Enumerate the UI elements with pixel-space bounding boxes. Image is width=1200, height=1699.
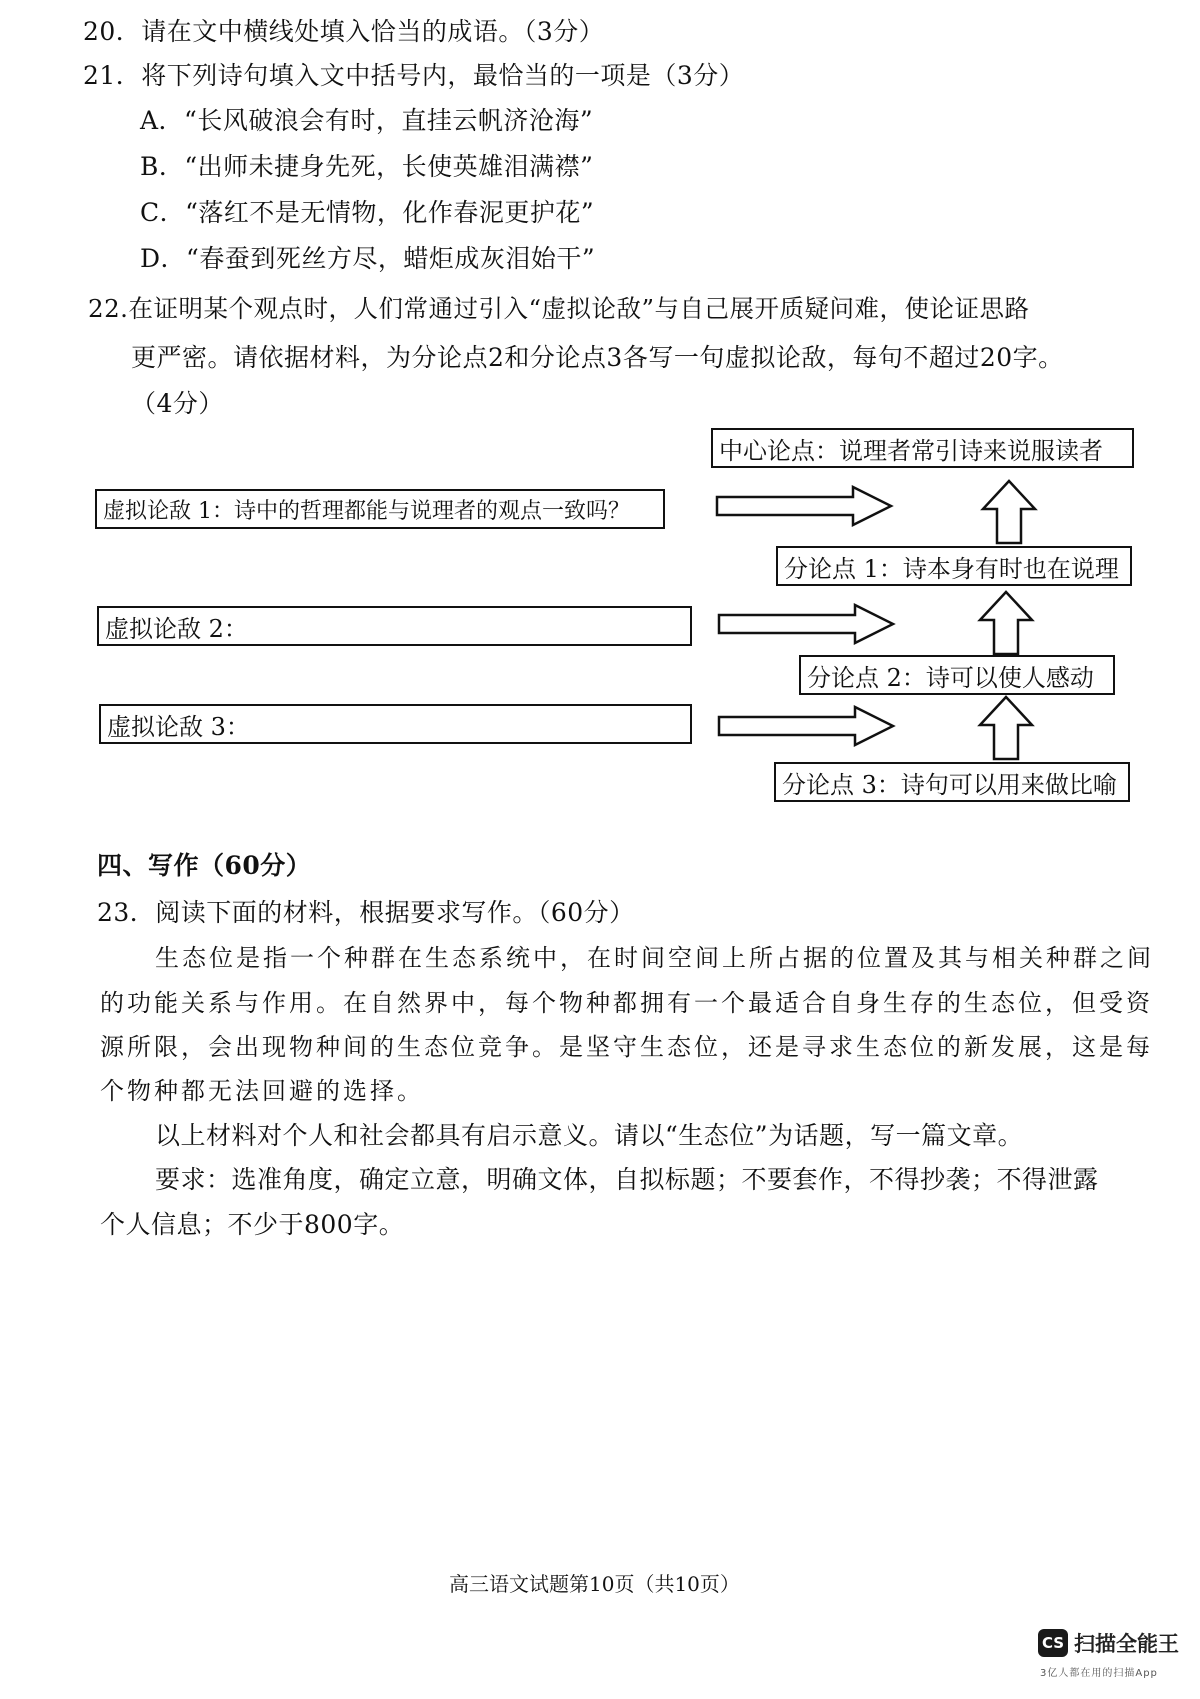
- section-title-writing: 四、写作（60分）: [97, 851, 312, 880]
- right-arrow-icon: [717, 603, 897, 645]
- requirements-line-1: 要求：选准角度，确定立意，明确文体，自拟标题；不要套作，不得抄袭；不得泄露: [155, 1165, 1099, 1194]
- page-footer: 高三语文试题第10页（共10页）: [449, 1572, 740, 1596]
- up-arrow-icon: [980, 479, 1038, 545]
- watermark-tagline: 3亿人都在用的扫描App: [1040, 1668, 1158, 1679]
- watermark-name: 扫描全能王: [1074, 1632, 1179, 1656]
- opponent-3-box[interactable]: [99, 704, 692, 744]
- opponent-2-box[interactable]: [97, 606, 692, 646]
- question-21: 21．将下列诗句填入文中括号内，最恰当的一项是（3分）: [83, 61, 745, 90]
- question-22-line3: （4分）: [131, 389, 224, 418]
- option-a: A．“长风破浪会有时，直挂云帆济沧海”: [140, 106, 594, 135]
- sub-claim-2-box: [799, 655, 1115, 695]
- up-arrow-icon: [977, 695, 1035, 761]
- central-claim-text: 中心论点：说理者常引诗来说服读者: [719, 436, 1103, 465]
- sub-claim-3-box: [774, 762, 1130, 802]
- question-22-line2: 更严密。请依据材料，为分论点2和分论点3各写一句虚拟论敌，每句不超过20字。: [131, 343, 1064, 372]
- central-claim-box: [711, 428, 1134, 468]
- question-23: 23．阅读下面的材料，根据要求写作。（60分）: [97, 898, 635, 927]
- requirements-line-2: 个人信息；不少于800字。: [100, 1210, 405, 1239]
- sub-claim-1-box: [776, 546, 1132, 586]
- camscanner-logo-icon: CS: [1038, 1629, 1068, 1657]
- option-d: D．“春蚕到死丝方尽，蜡炬成灰泪始干”: [140, 244, 596, 273]
- material-line-4: 个物种都无法回避的选择。: [100, 1077, 424, 1105]
- question-20: 20．请在文中横线处填入恰当的成语。（3分）: [83, 17, 605, 46]
- option-b: B．“出师未捷身先死，长使英雄泪满襟”: [140, 152, 594, 181]
- material-line-1: 生态位是指一个种群在生态系统中，在时间空间上所占据的位置及其与相关种群之间: [155, 944, 1154, 972]
- material-line-2: 的功能关系与作用。在自然界中，每个物种都拥有一个最适合自身生存的生态位，但受资: [100, 989, 1153, 1017]
- sub-claim-1-text: 分论点 1：诗本身有时也在说理: [784, 554, 1119, 583]
- opponent-1-box: [95, 489, 665, 529]
- opponent-2-text: 虚拟论敌 2：: [105, 614, 248, 643]
- question-22-line1: 22.在证明某个观点时，人们常通过引入“虚拟论敌”与自己展开质疑问难，使论证思路: [88, 294, 1030, 323]
- material-line-3: 源所限，会出现物种间的生态位竞争。是坚守生态位，还是寻求生态位的新发展，这是每: [100, 1033, 1153, 1061]
- up-arrow-icon: [977, 590, 1035, 656]
- right-arrow-icon: [715, 485, 895, 527]
- sub-claim-3-text: 分论点 3：诗句可以用来做比喻: [782, 770, 1117, 799]
- option-c: C．“落红不是无情物，化作春泥更护花”: [140, 198, 595, 227]
- opponent-1-text: 虚拟论敌 1：诗中的哲理都能与说理者的观点一致吗？: [103, 498, 630, 524]
- sub-claim-2-text: 分论点 2：诗可以使人感动: [807, 663, 1094, 692]
- right-arrow-icon: [717, 705, 897, 747]
- opponent-3-text: 虚拟论敌 3：: [107, 712, 250, 741]
- writing-prompt: 以上材料对个人和社会都具有启示意义。请以“生态位”为话题，写一篇文章。: [155, 1121, 1024, 1150]
